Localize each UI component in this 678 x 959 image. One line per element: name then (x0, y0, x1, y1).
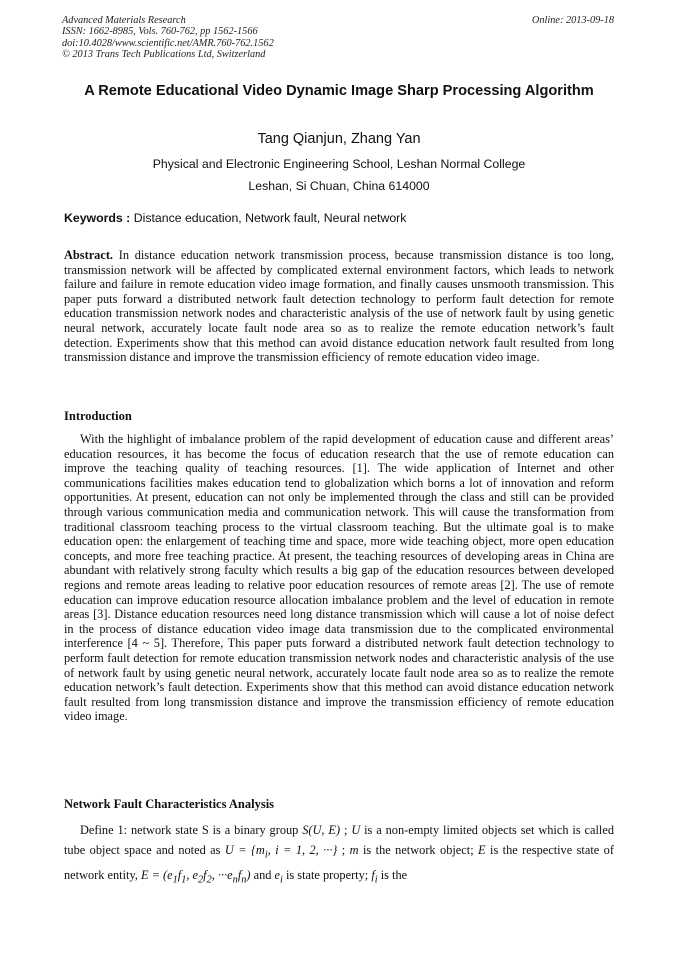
journal-header (62, 15, 274, 61)
section-heading-network-fault: Network Fault Characteristics Analysis (64, 797, 275, 811)
definition-paragraph: Define 1: network state S is a binary group S(U, E) ; U is a non-empty limited objects set which is called tube object space and noted as $U = \{m_i$, i = 1, 2, ···} ; m is the network object; E is the respective state of network entity, $E = (e_1f_1$, $e_2f_2$, $\cdot\cdot\cdot e_nf_n$) and $e_i$ is state property; $f_i$ is the (64, 823, 615, 886)
journal-name: Advanced Materials Research (62, 15, 186, 26)
doi-line: doi:10.4028/www.scientific.net/AMR.760-762.1562 (62, 37, 274, 49)
keywords-label: Keywords : (64, 211, 131, 225)
authors: Tang Qianjun, Zhang Yan (257, 131, 421, 147)
affiliation-line-2: Leshan, Si Chuan, China 614000 (248, 179, 430, 193)
abstract (64, 248, 614, 365)
online-date: Online: 2013-09-18 (531, 15, 614, 26)
abstract-label: Abstract. (64, 248, 114, 262)
issn-line: ISSN: 1662-8985, Vols. 760-762, pp 1562-1566 (62, 26, 258, 38)
affiliation-line-1: Physical and Electronic Engineering School, Leshan Normal College (152, 157, 526, 171)
introduction-paragraph: With the highlight of imbalance problem of the rapid development of education cause and different areas’ education resources, it has become the focus of education research that the use of remote education can improve the teaching quality of teaching resources. [1]. The wide application of Internet and other communications facilities makes education tend to globalization which borns a lot of innovation and reform opportunities. At present, education can not only be implemented through the class and still can be provided through various communication media and communication network. This will cause the transformation from traditional classroom teaching process to the virtual classroom teaching. But the ultimate goal is to make education open: the enlargement of teaching time and space, more wide teaching object, more open education concepts, and more free teaching practice. At present, the teaching resources of developing areas in China are abundant with relatively strong faculty which results a big gap of the education resources between developed regions and remote areas leading to relative poor education resources of remote areas [2]. The use of remote education can improve education resource allocation imbalance problem and the level of education in remote areas [3]. Distance education resources need long distance transmission which will cause a lot of noise defect in the process of distance education video image data transmission due to the complicated environmental interference [4 ~ 5]. Therefore, This paper puts forward a distributed network fault detection technology to perform fault detection for remote education transmission network nodes and characteristic analysis of the use of network fault by using genetic neural network, accurately locate fault node area so as to realize the remote education network’s fault detection. Experiments show that this method can avoid distance education network fault resulted from long transmission distance and improve the transmission efficiency of remote education video image. (64, 432, 614, 724)
paper-title: A Remote Educational Video Dynamic Image Sharp Processing Algorithm (84, 83, 594, 99)
keywords (64, 211, 614, 225)
section-heading-introduction: Introduction (64, 409, 132, 423)
copyright-line: © 2013 Trans Tech Publications Ltd, Switzerland (62, 49, 266, 61)
abstract-text: In distance education network transmission process, because transmission distance is too long, transmission network will be affected by complicated external environment factors, which leads to network failure and failure in remote education video image formation, and finally causes unsmooth transmission. This paper puts forward a distributed network fault detection technology to perform fault detection for remote education transmission network nodes and characteristic analysis of the use of network fault by using genetic neural network, accurately locate fault node area so as to realize the remote education network’s fault detection. Experiments show that this method can avoid distance education network fault resulted from long transmission distance and improve the transmission efficiency of remote education video image. (64, 248, 614, 365)
keywords-text: Distance education, Network fault, Neural network (130, 211, 407, 225)
